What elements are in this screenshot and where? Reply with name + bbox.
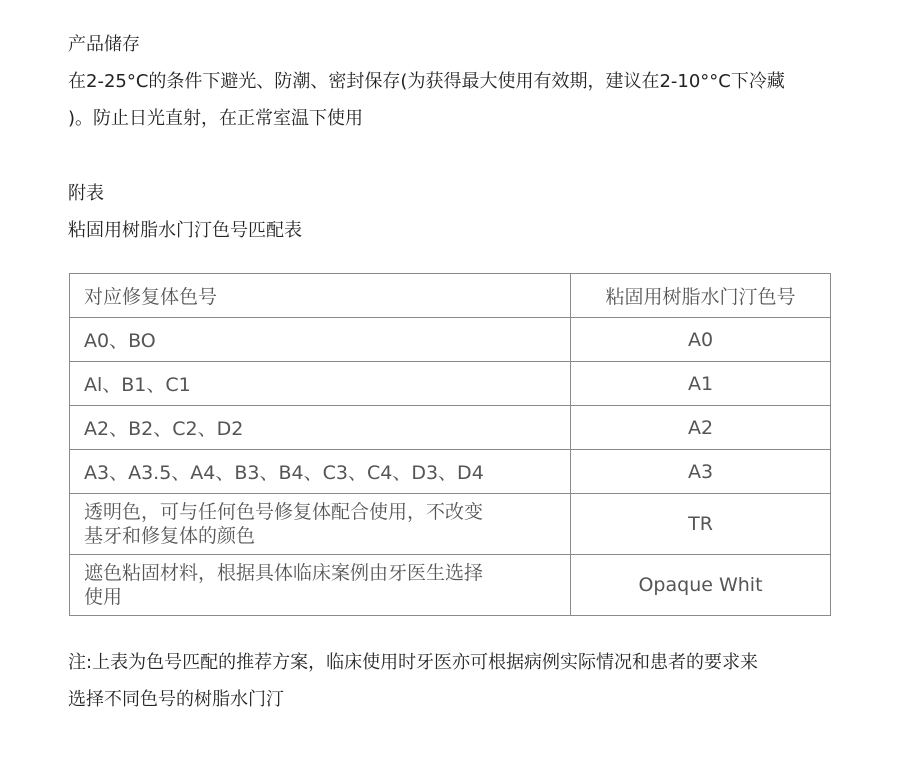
note-line1: 注:上表为色号匹配的推荐方案，临床使用时牙医亦可根据病例实际情况和患者的要求来 xyxy=(68,652,759,673)
restoration-shade-cell: A3、A3.5、A4、B3、B4、C3、C4、D3、D4 xyxy=(70,450,571,494)
restoration-shade-line: 遮色粘固材料，根据具体临床案例由牙医生选择 xyxy=(84,562,484,584)
restoration-shade-cell: A0、BO xyxy=(70,318,571,362)
restoration-shade-cell: Al、B1、C1 xyxy=(70,362,571,406)
restoration-shade-line: 基牙和修复体的颜色 xyxy=(84,525,256,547)
table-row xyxy=(70,450,831,494)
storage-text-line2: )。防止日光直射，在正常室温下使用 xyxy=(68,108,364,129)
table-row xyxy=(70,318,831,362)
shade-matching-table xyxy=(69,273,831,616)
cement-shade-cell: A1 xyxy=(571,362,831,406)
restoration-shade-line: 透明色，可与任何色号修复体配合使用，不改变 xyxy=(84,501,484,523)
cement-shade-cell: A3 xyxy=(571,450,831,494)
table-row xyxy=(70,555,831,616)
table-row xyxy=(70,406,831,450)
header-restoration-shade: 对应修复体色号 xyxy=(70,274,571,318)
table-row xyxy=(70,362,831,406)
table-title: 粘固用树脂水门汀色号匹配表 xyxy=(68,220,302,241)
cement-shade-cell: TR xyxy=(571,494,831,555)
restoration-shade-cell xyxy=(70,555,571,616)
restoration-shade-cell: A2、B2、C2、D2 xyxy=(70,406,571,450)
restoration-shade-cell xyxy=(70,494,571,555)
storage-heading: 产品储存 xyxy=(68,34,140,55)
cement-shade-cell: A2 xyxy=(571,406,831,450)
cement-shade-cell: A0 xyxy=(571,318,831,362)
header-cement-shade: 粘固用树脂水门汀色号 xyxy=(571,274,831,318)
document-body xyxy=(68,26,858,718)
cement-shade-cell: Opaque Whit xyxy=(571,555,831,616)
note-line2: 选择不同色号的树脂水门汀 xyxy=(68,689,284,710)
appendix-heading: 附表 xyxy=(68,183,104,204)
table-row xyxy=(70,494,831,555)
storage-text-line1: 在2-25°C的条件下避光、防潮、密封保存(为获得最大使用有效期，建议在2-10°°C下冷藏 xyxy=(68,71,785,92)
table-header-row xyxy=(70,274,831,318)
restoration-shade-line: 使用 xyxy=(84,586,123,608)
